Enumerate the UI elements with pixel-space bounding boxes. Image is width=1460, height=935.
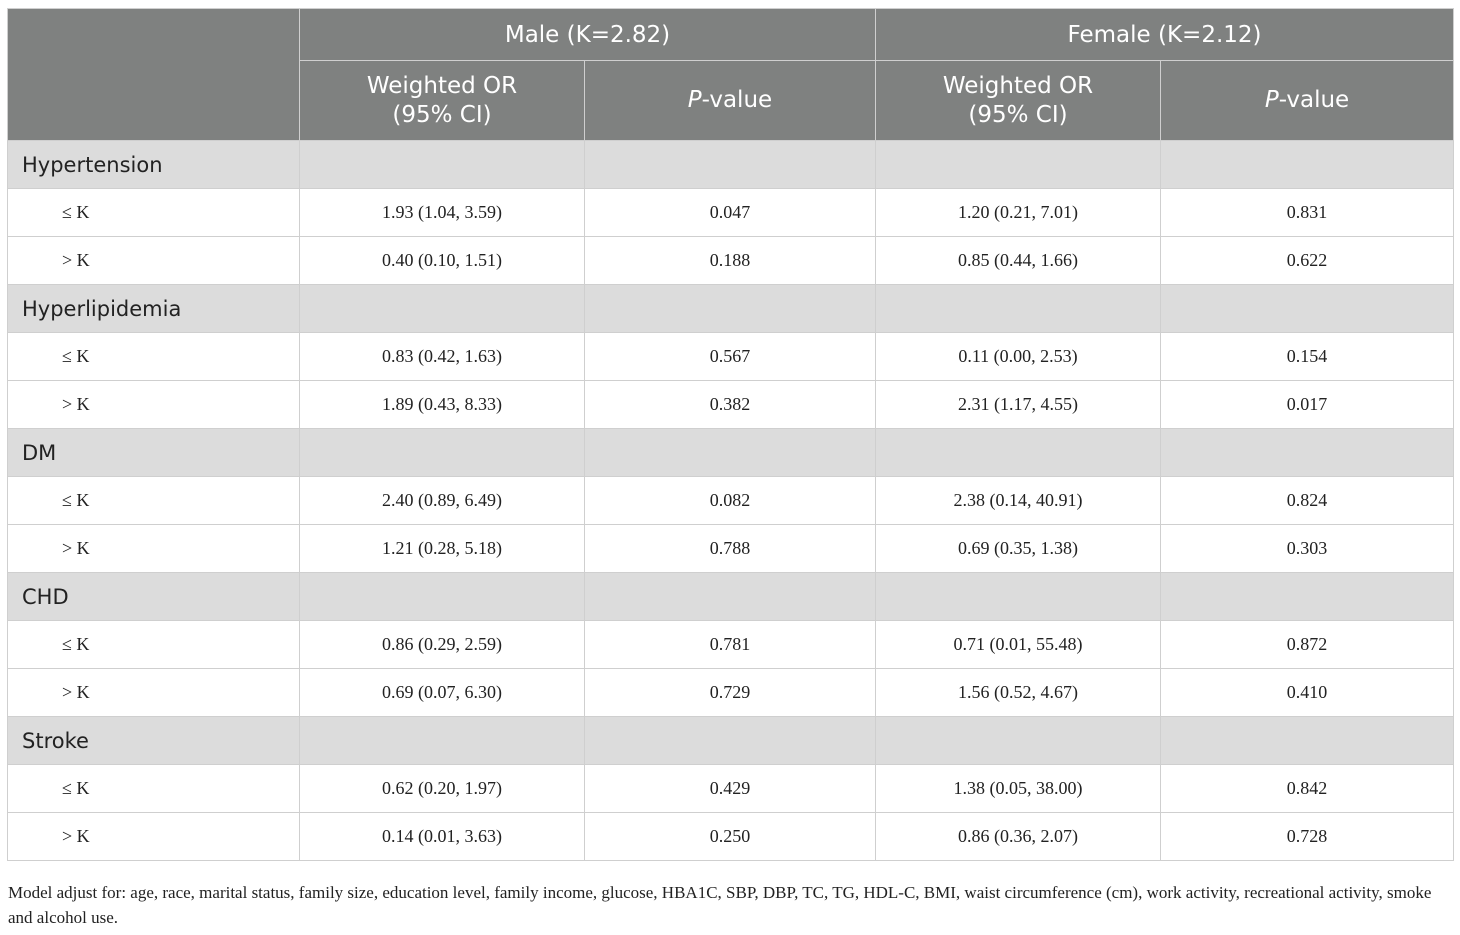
header-female-group: Female (K=2.12) xyxy=(876,9,1454,61)
table-row xyxy=(8,189,1454,237)
group-label: Hyperlipidemia xyxy=(8,285,300,333)
female-p-cell: 0.831 xyxy=(1161,189,1454,237)
row-label: ≤ K xyxy=(8,621,300,669)
header-empty-cell xyxy=(8,9,300,141)
male-or-cell: 0.69 (0.07, 6.30) xyxy=(300,669,585,717)
header-female-p: P-value xyxy=(1161,61,1454,141)
female-or-cell: 0.86 (0.36, 2.07) xyxy=(876,813,1161,861)
group-row-hypertension xyxy=(8,141,1454,189)
female-or-cell: 0.69 (0.35, 1.38) xyxy=(876,525,1161,573)
male-or-cell: 0.14 (0.01, 3.63) xyxy=(300,813,585,861)
male-p-cell: 0.781 xyxy=(585,621,876,669)
table-row xyxy=(8,237,1454,285)
female-or-cell: 1.20 (0.21, 7.01) xyxy=(876,189,1161,237)
male-p-cell: 0.082 xyxy=(585,477,876,525)
table-row xyxy=(8,477,1454,525)
header-row-groups xyxy=(8,9,1454,61)
table-footnote: Model adjust for: age, race, marital status, family size, education level, family income, glucose, HBA1C, SBP, DBP, TC, TG, HDL-C, BMI, waist circumference (cm), work activity, recreational activity, smoke and alcohol use. xyxy=(8,883,1432,927)
male-p-cell: 0.567 xyxy=(585,333,876,381)
row-label: ≤ K xyxy=(8,765,300,813)
table-row xyxy=(8,669,1454,717)
male-p-cell: 0.188 xyxy=(585,237,876,285)
row-label: ≤ K xyxy=(8,477,300,525)
header-female-or: Weighted OR (95% CI) xyxy=(876,61,1161,141)
group-row-chd xyxy=(8,573,1454,621)
table-row xyxy=(8,813,1454,861)
female-or-cell: 1.38 (0.05, 38.00) xyxy=(876,765,1161,813)
male-p-cell: 0.382 xyxy=(585,381,876,429)
male-or-cell: 0.62 (0.20, 1.97) xyxy=(300,765,585,813)
male-p-cell: 0.429 xyxy=(585,765,876,813)
group-row-dm xyxy=(8,429,1454,477)
row-label: ≤ K xyxy=(8,333,300,381)
row-label: > K xyxy=(8,669,300,717)
female-or-cell: 2.31 (1.17, 4.55) xyxy=(876,381,1161,429)
male-p-cell: 0.729 xyxy=(585,669,876,717)
group-label: Hypertension xyxy=(8,141,300,189)
table-row xyxy=(8,525,1454,573)
row-label: ≤ K xyxy=(8,189,300,237)
male-or-cell: 0.86 (0.29, 2.59) xyxy=(300,621,585,669)
female-p-cell: 0.824 xyxy=(1161,477,1454,525)
female-p-cell: 0.622 xyxy=(1161,237,1454,285)
group-label: DM xyxy=(8,429,300,477)
male-p-cell: 0.250 xyxy=(585,813,876,861)
male-or-cell: 0.40 (0.10, 1.51) xyxy=(300,237,585,285)
header-male-or: Weighted OR (95% CI) xyxy=(300,61,585,141)
table-row xyxy=(8,333,1454,381)
female-or-cell: 0.85 (0.44, 1.66) xyxy=(876,237,1161,285)
row-label: > K xyxy=(8,381,300,429)
row-label: > K xyxy=(8,237,300,285)
row-label: > K xyxy=(8,525,300,573)
male-or-cell: 1.21 (0.28, 5.18) xyxy=(300,525,585,573)
male-p-cell: 0.047 xyxy=(585,189,876,237)
male-p-cell: 0.788 xyxy=(585,525,876,573)
group-label: CHD xyxy=(8,573,300,621)
group-row-stroke xyxy=(8,717,1454,765)
header-male-group: Male (K=2.82) xyxy=(300,9,876,61)
table-row xyxy=(8,621,1454,669)
male-or-cell: 1.89 (0.43, 8.33) xyxy=(300,381,585,429)
female-p-cell: 0.017 xyxy=(1161,381,1454,429)
row-label: > K xyxy=(8,813,300,861)
female-p-cell: 0.410 xyxy=(1161,669,1454,717)
male-or-cell: 2.40 (0.89, 6.49) xyxy=(300,477,585,525)
results-table xyxy=(7,8,1454,861)
header-male-p: P-value xyxy=(585,61,876,141)
female-or-cell: 0.71 (0.01, 55.48) xyxy=(876,621,1161,669)
female-p-cell: 0.728 xyxy=(1161,813,1454,861)
female-or-cell: 2.38 (0.14, 40.91) xyxy=(876,477,1161,525)
female-p-cell: 0.303 xyxy=(1161,525,1454,573)
table-row xyxy=(8,765,1454,813)
group-label: Stroke xyxy=(8,717,300,765)
female-or-cell: 0.11 (0.00, 2.53) xyxy=(876,333,1161,381)
table-row xyxy=(8,381,1454,429)
female-p-cell: 0.872 xyxy=(1161,621,1454,669)
male-or-cell: 0.83 (0.42, 1.63) xyxy=(300,333,585,381)
female-p-cell: 0.842 xyxy=(1161,765,1454,813)
female-p-cell: 0.154 xyxy=(1161,333,1454,381)
male-or-cell: 1.93 (1.04, 3.59) xyxy=(300,189,585,237)
group-row-hyperlipidemia xyxy=(8,285,1454,333)
female-or-cell: 1.56 (0.52, 4.67) xyxy=(876,669,1161,717)
